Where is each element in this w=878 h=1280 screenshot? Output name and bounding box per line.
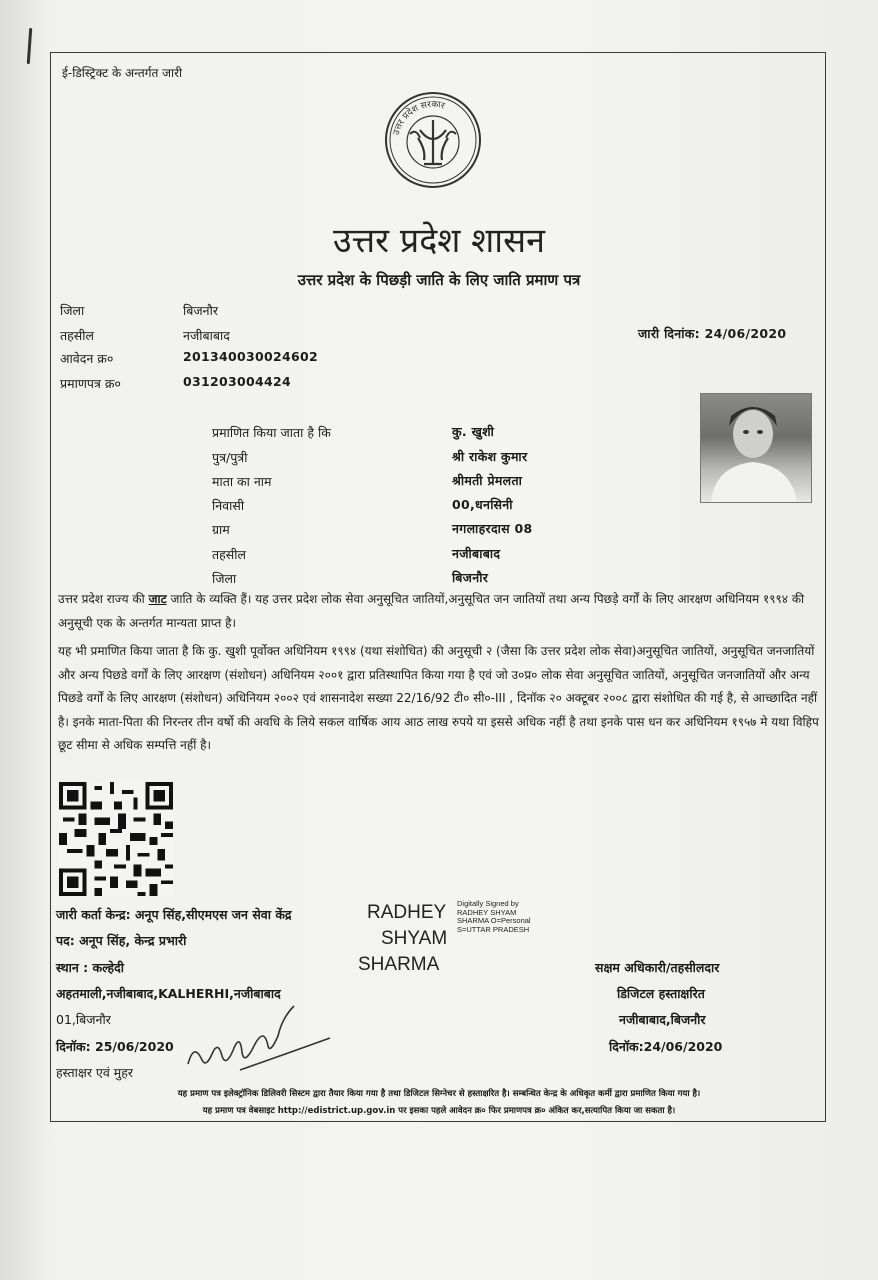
- father-name: श्री राकेश कुमार: [452, 449, 528, 464]
- application-no-value: 201340030024602: [183, 349, 318, 364]
- caste-name: जाट: [148, 592, 167, 606]
- signer-name-line3: SHARMA: [358, 954, 440, 975]
- certification-paragraph: यह भी प्रमाणित किया जाता है कि कु. खुशी पूर्वोक्त अधिनियम १९९४ (यथा संशोधित) की अनुसूची २ (जैसा कि उत्तर प्रदेश लोक सेवा)अनुसूचित जातियों, अनुसूचित जनजातियों और अन्य पिछडे वर्गों के लिए आरक्षण (संशोधन) अधिनियम २००१ द्वारा प्रतिस्थापित किया गया है एवं जो उ०प्र० लोक सेवा अनुसूचित जातियों, अनुसूचित जनजातियों और अन्य पिछडे वर्गों के लिए आरक्षण (संशोधन) अधिनियम २००२ एवं शासनादेश सख्या 22/16/92 टी० सी०-III , दिनॉक २० अक्टूबर २००८ द्वारा संशोधित की गई है, से आच्छादित नहीं है। इनके माता-पिता की निरन्तर तीन वर्षो की अवधि के लिये सकल वार्षिक आय आठ लाख रुपये या इससे अधिक नहीं है तथा इनके पास धन कर अधिनियम १९५७ मे यथा विहिप छूट सीमा से अधिक सम्पत्ति नहीं है।: [58, 644, 819, 752]
- document-title: उत्तर प्रदेश शासन: [333, 221, 545, 261]
- issued-under-note: ई-डिस्ट्रिक्ट के अन्तर्गत जारी: [62, 66, 183, 80]
- detail-district-label: जिला: [212, 571, 237, 586]
- child-of-label: पुत्र/पुत्री: [212, 450, 248, 465]
- district-label: जिला: [60, 303, 85, 318]
- up-government-emblem: [380, 90, 486, 190]
- digital-signature-note: Digitally Signed by RADHEY SHYAM SHARMA O=Personal S=UTTAR PRADESH: [457, 899, 531, 934]
- applicant-photo: [700, 393, 812, 503]
- certificate-no-value: 031203004424: [183, 374, 291, 389]
- officer-location: नजीबाबाद,बिजनौर: [619, 1012, 706, 1027]
- signature-seal-label: हस्ताक्षर एवं मुहर: [56, 1065, 133, 1080]
- tehsil-value: नजीबाबाद: [183, 328, 230, 343]
- designation: पद: अनूप सिंह, केन्द्र प्रभारी: [56, 933, 187, 948]
- detail-tehsil-value: नजीबाबाद: [452, 546, 501, 561]
- resident-label: निवासी: [212, 498, 245, 513]
- handwritten-signature: [180, 1000, 340, 1080]
- applicant-name: कु. खुशी: [452, 424, 495, 439]
- center-date: दिनॉक: 25/06/2020: [56, 1039, 174, 1054]
- district-value: बिजनौर: [183, 303, 218, 318]
- issuing-center: जारी कर्ता केन्द्र: अनूप सिंह,सीएमएस जन सेवा केंद्र: [56, 907, 292, 922]
- qr-code: [58, 782, 174, 896]
- mother-name-label: माता का नाम: [212, 474, 272, 489]
- signer-name-line2: SHYAM: [381, 928, 448, 949]
- digitally-signed-label: डिजिटल हस्ताक्षरित: [617, 986, 705, 1001]
- signer-name-line1: RADHEY: [367, 902, 447, 923]
- footnote-verification: यह प्रमाण पत्र वेबसाइट http://edistrict.up.gov.in पर इसका पहले आवेदन क्र० फिर प्रमाणपत्र क्र० अंकित कर,सत्यापित किया जा सकता है।: [202, 1106, 676, 1116]
- officer-date: दिनॉक:24/06/2020: [609, 1039, 723, 1054]
- tehsil-label: तहसील: [60, 328, 94, 343]
- certified-label: प्रमाणित किया जाता है कि: [212, 425, 331, 440]
- village-value: नगलाहरदास 08: [452, 521, 533, 536]
- resident-value: 00,धनसिनी: [452, 497, 513, 512]
- svg-text:उत्तर प्रदेश सरकार: [392, 100, 446, 136]
- officer-designation: सक्षम अधिकारी/तहसीलदार: [595, 960, 720, 975]
- place-district: 01,बिजनौर: [56, 1012, 111, 1027]
- document-subtitle: उत्तर प्रदेश के पिछड़ी जाति के लिए जाति प्रमाण पत्र: [297, 271, 581, 289]
- emblem-text: उत्तर प्रदेश सरकार: [391, 99, 446, 137]
- village-label: ग्राम: [212, 522, 230, 537]
- issue-date: जारी दिनांक: 24/06/2020: [638, 326, 787, 341]
- detail-district-value: बिजनौर: [452, 570, 489, 585]
- footnote-electronic-delivery: यह प्रमाण पत्र इलेक्ट्रॉनिक डिलिवरी सिस्टम द्वारा तैयार किया गया है तथा डिजिटल सिग्नेचर से हस्ताक्षरित है। सम्बन्धित केन्द्र के अधिकृत कर्मी द्वारा प्रमाणित किया गया है।: [177, 1089, 701, 1099]
- caste-paragraph: उत्तर प्रदेश राज्य की जाट जाति के व्यक्ति हैं। यह उत्तर प्रदेश लोक सेवा अनुसूचित जातियों,अनुसूचित जन जातियों तथा अन्य पिछड़े वर्गों के लिए आरक्षण अधिनियम १९९४ की अनुसूची एक के अन्तर्गत मान्यता प्राप्त है।: [58, 592, 805, 630]
- detail-tehsil-label: तहसील: [212, 547, 246, 562]
- certificate-no-label: प्रमाणपत्र क्र०: [60, 376, 121, 391]
- place-address: अहतमाली,नजीबाबाद,KALHERHI,नजीबाबाद: [56, 986, 281, 1001]
- mother-name: श्रीमती प्रेमलता: [452, 473, 523, 488]
- application-no-label: आवेदन क्र०: [60, 351, 114, 366]
- place: स्थान : कल्हेदी: [56, 960, 124, 975]
